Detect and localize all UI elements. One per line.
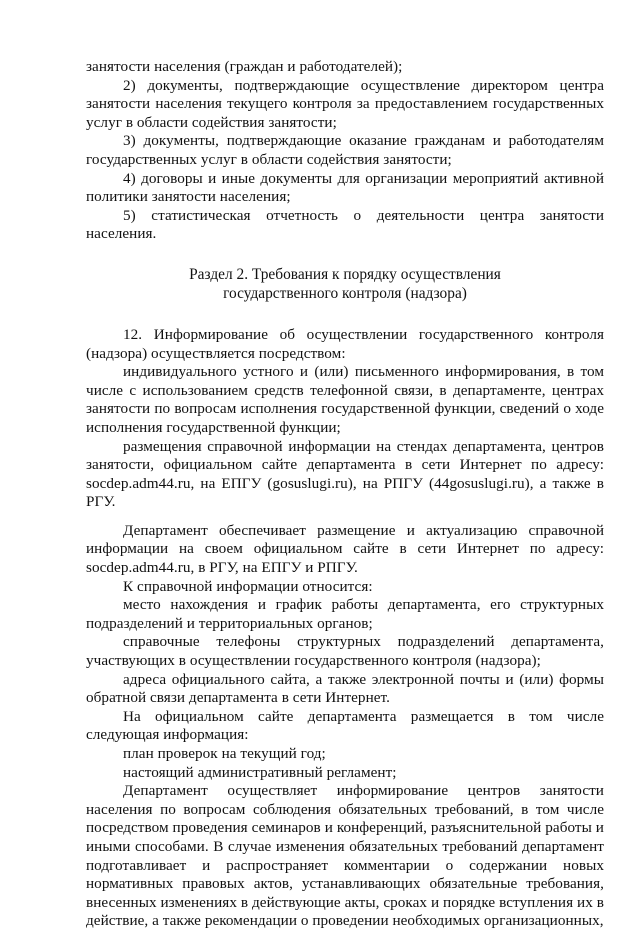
paragraph-site-info: На официальном сайте департамента размещается в том числе следующая информация:	[86, 707, 604, 744]
paragraph-department-provides: Департамент обеспечивает размещение и актуализацию справочной информации на своем официальном сайте в сети Интернет по адресу: socdep.adm44.ru, в РГУ, на ЕПГУ и РПГУ.	[86, 521, 604, 577]
paragraph-reference-info: К справочной информации относится:	[123, 577, 373, 595]
paragraph-placement: размещения справочной информации на стендах департамента, центров занятости, официальном сайте департамента в сети Интернет по адресу: socdep.adm44.ru, на ЕПГУ (gosuslugi.ru), на РПГУ (44gosuslugi.ru), а также в РГУ.	[86, 437, 604, 511]
paragraph-department-informs: Департамент осуществляет информирование центров занятости населения по вопросам соблюдения обязательных требований, в том числе посредством проведения семинаров и конференций, разъяснительной работы и иными способами. В случае изменения обязательных требований департамент подготавливает и распространяет комментарии о содержании новых нормативных правовых актов, устанавливающих обязательные требования, внесенных изменениях в действующие акты, сроках и порядке вступления их в действие, а также рекомендации о проведении необходимых организационных,	[86, 782, 604, 930]
paragraph-continuation: занятости населения (граждан и работодателей);	[86, 58, 403, 75]
list-item-3: 3) документы, подтверждающие оказание гражданам и работодателям государственных услуг в области содействия занятости;	[86, 132, 604, 168]
list-item-2: 2) документы, подтверждающие осуществление директором центра занятости населения текущего контроля за предоставлением государственных услуг в области содействия занятости;	[86, 76, 604, 131]
paragraph-regulation: настоящий административный регламент;	[123, 763, 397, 781]
list-item-4: 4) договоры и иные документы для организации мероприятий активной политики занятости населения;	[86, 169, 604, 206]
paragraph-individual-informing: индивидуального устного и (или) письменного информирования, в том числе с использованием средств телефонной связи, в департаменте, центрах занятости по вопросам исполнения государственной функции, сведений о ходе исполнения государственной функции;	[86, 363, 604, 436]
paragraph-12: 12. Информирование об осуществлении государственного контроля (надзора) осуществляется посредством:	[86, 325, 604, 362]
section-heading-line2: государственного контроля (надзора)	[223, 285, 467, 303]
section-heading-line1: Раздел 2. Требования к порядку осуществления	[189, 265, 501, 283]
paragraph-phones: справочные телефоны структурных подразделений департамента, участвующих в осуществлении государственного контроля (надзора);	[86, 633, 604, 670]
paragraph-plan: план проверок на текущий год;	[123, 745, 326, 762]
list-item-5: 5) статистическая отчетность о деятельности центра занятости населения.	[86, 206, 604, 243]
paragraph-addresses: адреса официального сайта, а также электронной почты и (или) формы обратной связи департамента в сети Интернет.	[86, 670, 604, 707]
paragraph-location: место нахождения и график работы департамента, его структурных подразделений и территориальных органов;	[86, 596, 604, 632]
section-heading	[86, 265, 604, 304]
